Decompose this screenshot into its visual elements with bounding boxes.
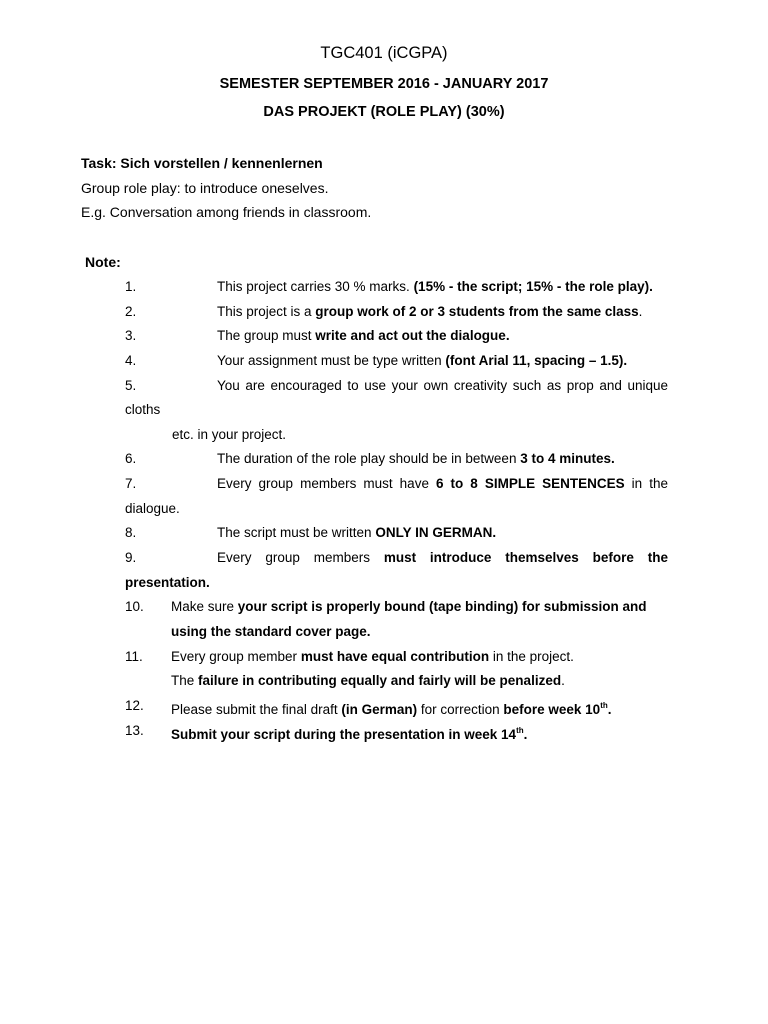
superscript: th — [516, 725, 524, 735]
item-text: using the standard cover page. — [171, 623, 371, 639]
bold-run: group work of 2 or 3 students from the same class — [315, 303, 639, 319]
item-text: dialogue. — [125, 500, 180, 516]
text-run: Every group member — [171, 648, 301, 664]
task-description: Group role play: to introduce oneselves. — [81, 179, 329, 196]
item-text: etc. in your project. — [172, 426, 287, 442]
list-item — [0, 697, 768, 722]
text-run: Make sure — [171, 599, 238, 615]
item-number: 12. — [125, 697, 144, 713]
list-item-continuation — [0, 574, 768, 599]
list-item-continuation — [0, 500, 768, 525]
item-text — [217, 475, 668, 492]
list-item — [0, 352, 768, 377]
list-item-continuation — [0, 426, 768, 451]
item-number: 5. — [125, 377, 137, 393]
item-text — [171, 648, 574, 665]
list-item-continuation — [0, 623, 768, 648]
course-title: TGC401 (iCGPA) — [320, 44, 448, 62]
item-number: 3. — [125, 328, 137, 344]
list-item — [0, 648, 768, 673]
item-number: 10. — [125, 599, 144, 615]
item-number: 6. — [125, 451, 137, 467]
list-item — [0, 598, 768, 623]
list-item-continuation — [0, 401, 768, 426]
list-item — [0, 278, 768, 303]
text-run: This project is a — [217, 303, 316, 319]
text-run: This project carries 30 % marks. — [217, 279, 414, 294]
task-heading: Task: Sich vorstellen / kennenlernen — [81, 155, 323, 171]
bold-run: must introduce themselves before the — [383, 550, 668, 566]
text-run: . — [561, 673, 565, 689]
item-text — [217, 549, 668, 566]
bold-run: failure in contributing equally and fairly will be penalized — [198, 673, 562, 689]
text-run: The duration of the role play should be in between — [217, 451, 521, 467]
text-run: Your assignment must be type written — [217, 352, 446, 368]
bold-run: 6 to 8 SIMPLE SENTENCES — [435, 476, 625, 492]
text-run: . — [638, 303, 643, 319]
item-number: 9. — [125, 550, 137, 566]
task-example: E.g. Conversation among friends in classroom. — [81, 204, 372, 221]
list-item — [0, 377, 768, 402]
list-item — [0, 303, 768, 328]
bold-run: (15% - the script; 15% - the role play). — [413, 279, 653, 294]
bold-run: before week 10 — [503, 701, 601, 717]
bold-run: write and act out the dialogue. — [315, 328, 510, 344]
bold-run: . — [523, 726, 528, 742]
bold-run: . — [607, 701, 612, 717]
text-run: Every group members — [217, 550, 384, 566]
bold-run: must have equal contribution — [300, 648, 490, 664]
bold-run: ONLY IN GERMAN. — [375, 525, 497, 541]
note-list — [0, 278, 768, 746]
text-run: Please submit the final draft — [171, 701, 342, 717]
text-run: The script must be written — [217, 525, 376, 541]
list-item — [0, 327, 768, 352]
list-item — [0, 475, 768, 500]
item-text — [171, 672, 565, 689]
item-number: 7. — [125, 476, 137, 492]
item-text — [217, 303, 642, 320]
text-run: Every group members must have — [217, 476, 436, 492]
text-run: for correction — [417, 701, 504, 717]
item-number: 13. — [125, 722, 144, 738]
list-item — [0, 450, 768, 475]
item-text — [217, 524, 496, 541]
item-text: You are encouraged to use your own creativity such as prop and unique — [217, 377, 668, 393]
item-text — [217, 352, 627, 369]
project-title: DAS PROJEKT (ROLE PLAY) (30%) — [263, 104, 505, 120]
item-text: cloths — [125, 402, 161, 418]
bold-run: Submit your script during the presentation in week 14 — [171, 726, 517, 742]
bold-run: 3 to 4 minutes. — [520, 451, 615, 467]
superscript: th — [600, 700, 608, 710]
bold-run: (font Arial 11, spacing – 1.5). — [445, 352, 628, 368]
semester-title: SEMESTER SEPTEMBER 2016 - JANUARY 2017 — [219, 76, 549, 92]
item-text — [217, 278, 653, 295]
item-text — [171, 722, 527, 743]
item-text — [171, 697, 612, 718]
text-run: The group must — [217, 328, 316, 344]
item-number: 8. — [125, 525, 137, 541]
text-run: in the — [624, 476, 668, 492]
item-number: 11. — [125, 648, 143, 664]
item-text — [217, 327, 510, 344]
list-item-continuation — [0, 672, 768, 697]
item-text — [217, 450, 615, 467]
bold-run: (in German) — [341, 701, 418, 717]
text-run: The — [171, 673, 199, 689]
text-run: in the project. — [489, 648, 574, 664]
item-number: 2. — [125, 303, 137, 319]
list-item — [0, 549, 768, 574]
list-item — [0, 722, 768, 747]
bold-run: your script is properly bound (tape binding) for submission and — [237, 599, 647, 615]
item-number: 1. — [125, 279, 137, 294]
item-number: 4. — [125, 352, 137, 368]
task-section — [81, 155, 371, 229]
note-heading: Note: — [85, 254, 121, 270]
item-text: presentation. — [125, 574, 210, 590]
item-text — [171, 598, 647, 615]
list-item — [0, 524, 768, 549]
